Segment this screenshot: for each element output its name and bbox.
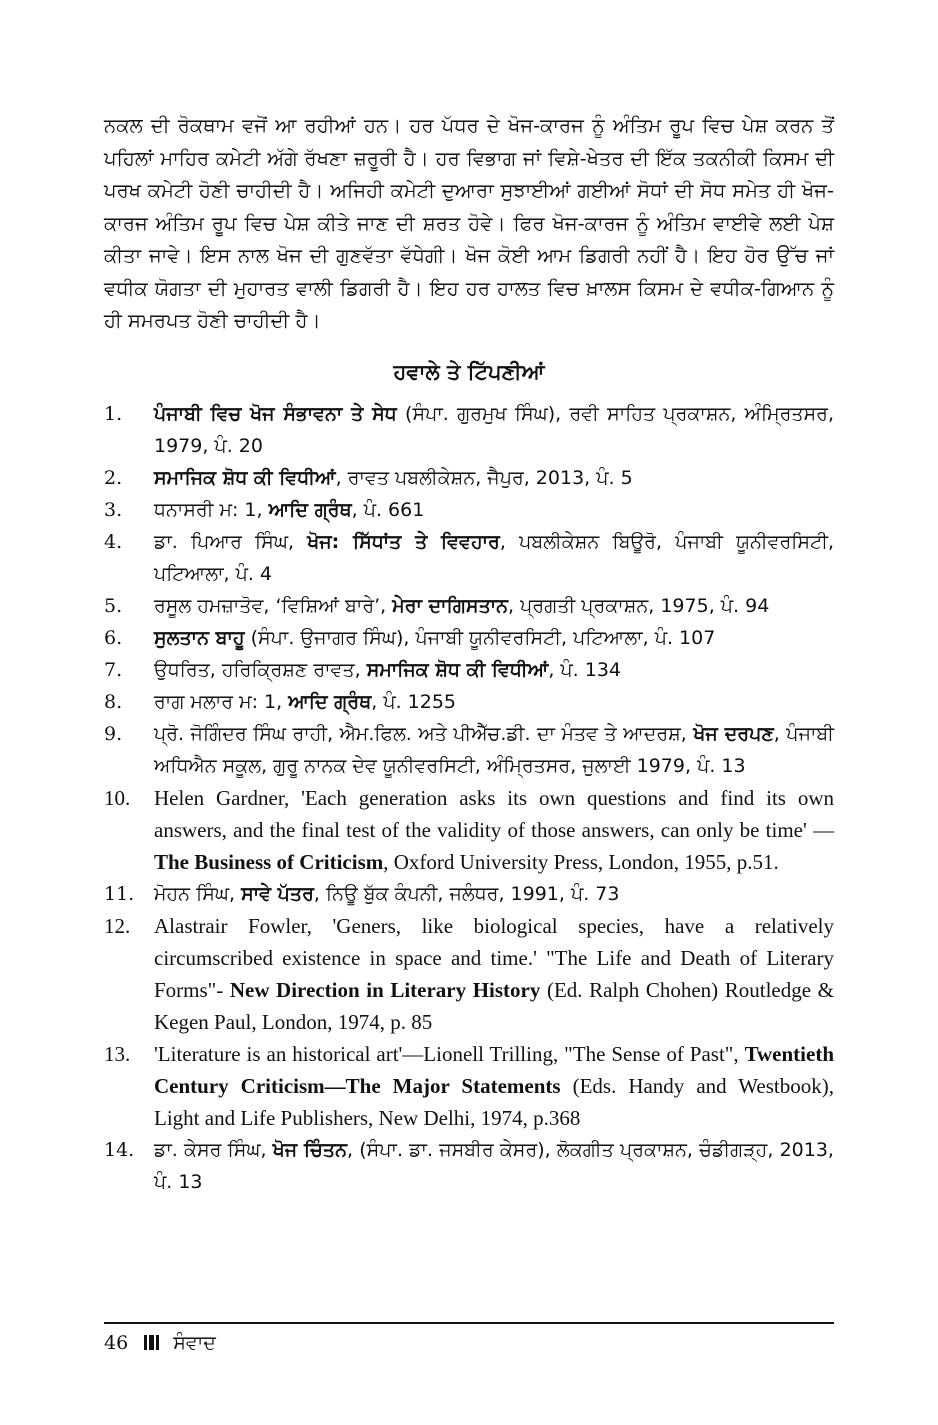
note-item [104, 590, 834, 622]
note-item [104, 398, 834, 462]
note-segment: ਡਾ. ਪਿਆਰ ਸਿੰਘ, [154, 530, 308, 553]
bars-logo-icon [144, 1329, 161, 1359]
note-segment: , ਪੰ. 134 [548, 658, 622, 681]
note-number: 6. [104, 626, 123, 649]
note-item [104, 878, 834, 910]
note-title: ਸਮਾਜਿਕ ਸ਼ੋਧ ਕੀ ਵਿਧੀਆਂ [366, 658, 549, 681]
note-segment: Helen Gardner, 'Each generation asks its own questions and find its own answers, and the final test of the validity of those answers, can only be time' — [154, 785, 834, 842]
note-item [104, 494, 834, 526]
note-number: 10. [104, 785, 131, 810]
note-segment: , Oxford University Press, London, 1955, p.51. [383, 849, 779, 874]
note-title: ਪੰਜਾਬੀ ਵਿਚ ਖੋਜ ਸੰਭਾਵਨਾ ਤੇ ਸੇਧ [154, 402, 397, 425]
section-heading: ਹਵਾਲੇ ਤੇ ਟਿੱਪਣੀਆਂ [393, 359, 545, 384]
note-number: 2. [104, 466, 123, 489]
page-content [104, 110, 834, 1198]
note-text [154, 1038, 834, 1134]
note-text [154, 718, 834, 782]
note-item [104, 622, 834, 654]
note-number: 5. [104, 594, 123, 617]
note-number: 7. [104, 658, 123, 681]
note-segment: , ਪੰਜਾਬੀ ਅਧਿਐਨ ਸਕੂਲ, ਗੁਰੂ ਨਾਨਕ ਦੇਵ ਯੂਨੀਵਰਸਿਟੀ, ਅੰਮ੍ਰਿਤਸਰ, ਜੁਲਾਈ 1979, ਪੰ. 13 [154, 722, 834, 777]
note-item [104, 654, 834, 686]
note-title: Twentieth Century Criticism—The Major Statements [154, 1041, 834, 1098]
note-item [104, 910, 834, 1038]
note-item [104, 1038, 834, 1134]
journal-name: ਸੰਵਾਦ [173, 1332, 216, 1354]
note-number: 8. [104, 690, 123, 713]
note-number: 14. [104, 1138, 135, 1161]
note-title: ਆਦਿ ਗ੍ਰੰਥ [288, 690, 372, 713]
note-item [104, 526, 834, 590]
note-number: 1. [104, 402, 123, 425]
note-segment: , ਨਿਊ ਬੁੱਕ ਕੰਪਨੀ, ਜਲੰਧਰ, 1991, ਪੰ. 73 [313, 882, 620, 905]
note-title: ਸਾਵੇ ਪੱਤਰ [241, 882, 314, 905]
note-title: ਖੋਜ ਦਰਪਣ [693, 722, 774, 745]
note-text [154, 590, 834, 622]
note-title: ਖੋਜ: ਸਿੱਧਾਂਤ ਤੇ ਵਿਵਹਾਰ [307, 530, 500, 553]
note-text [154, 782, 834, 878]
page-footer [104, 1322, 834, 1359]
note-text [154, 462, 834, 494]
note-segment: ਪ੍ਰੋ. ਜੋਗਿੰਦਰ ਸਿੰਘ ਰਾਹੀ, ਐਮ.ਫਿਲ. ਅਤੇ ਪੀਐੱਚ.ਡੀ. ਦਾ ਮੰਤਵ ਤੇ ਆਦਰਸ਼, [154, 722, 694, 745]
note-number: 4. [104, 530, 123, 553]
note-text [154, 494, 834, 526]
note-number: 12. [104, 913, 131, 938]
note-text [154, 622, 834, 654]
note-item [104, 718, 834, 782]
note-number: 3. [104, 498, 123, 521]
note-item [104, 462, 834, 494]
note-segment: , ਪੰ. 661 [351, 498, 425, 521]
note-segment: , ਪੰ. 1255 [371, 690, 457, 713]
note-title: New Direction in Literary History [229, 977, 541, 1002]
note-text [154, 526, 834, 590]
note-segment: ਮੋਹਨ ਸਿੰਘ, [154, 882, 242, 905]
note-number: 13. [104, 1041, 131, 1066]
note-text [154, 878, 834, 910]
note-title: ਮੇਰਾ ਦਾਗਿਸਤਾਨ [392, 594, 509, 617]
note-segment: ਰਾਗ ਮਲਾਰ ਮ: 1, [154, 690, 289, 713]
note-segment: (ਸੰਪਾ. ਉਜਾਗਰ ਸਿੰਘ), ਪੰਜਾਬੀ ਯੂਨੀਵਰਸਿਟੀ, ਪਟਿਆਲਾ, ਪੰ. 107 [244, 626, 716, 649]
note-segment: ਰਸੂਲ ਹਮਜ਼ਾਤੋਵ, ‘ਵਿਸ਼ਿਆਂ ਬਾਰੇ’, [154, 594, 393, 617]
note-segment: ਉਧਰਿਤ, ਹਰਿਕ੍ਰਿਸ਼ਣ ਰਾਵਤ, [154, 658, 367, 681]
note-segment: ਧਨਾਸਰੀ ਮ: 1, [154, 498, 269, 521]
note-item [104, 782, 834, 878]
note-item [104, 1134, 834, 1198]
note-segment: ਡਾ. ਕੇਸਰ ਸਿੰਘ, [154, 1138, 273, 1161]
note-segment: 'Literature is an historical art'—Lionell Trilling, "The Sense of Past", [154, 1041, 745, 1066]
note-number: 9. [104, 722, 123, 745]
note-text [154, 398, 834, 462]
note-segment: Alastrair Fowler, 'Geners, like biological species, have a relatively circumscribed existence in space and time.' "The Life and Death of Literary Forms"- [154, 913, 834, 1002]
note-number: 11. [104, 882, 135, 905]
body-paragraph: ਨਕਲ ਦੀ ਰੋਕਥਾਮ ਵਜੋਂ ਆ ਰਹੀਆਂ ਹਨ। ਹਰ ਪੱਧਰ ਦੇ ਖੋਜ-ਕਾਰਜ ਨੂੰ ਅੰਤਿਮ ਰੂਪ ਵਿਚ ਪੇਸ਼ ਕਰਨ ਤੋਂ ਪਹਿਲਾਂ ਮਾਹਿਰ ਕਮੇਟੀ ਅੱਗੇ ਰੱਖਣਾ ਜ਼ਰੂਰੀ ਹੈ। ਹਰ ਵਿਭਾਗ ਜਾਂ ਵਿਸ਼ੇ-ਖੇਤਰ ਦੀ ਇੱਕ ਤਕਨੀਕੀ ਕਿਸਮ ਦੀ ਪਰਖ ਕਮੇਟੀ ਹੋਣੀ ਚਾਹੀਦੀ ਹੈ। ਅਜਿਹੀ ਕਮੇਟੀ ਦੁਆਰਾ ਸੁਝਾਈਆਂ ਗਈਆਂ ਸੋਧਾਂ ਦੀ ਸੋਧ ਸਮੇਤ ਹੀ ਖੋਜ-ਕਾਰਜ ਅੰਤਿਮ ਰੂਪ ਵਿਚ ਪੇਸ਼ ਕੀਤੇ ਜਾਣ ਦੀ ਸ਼ਰਤ ਹੋਵੇ। ਫਿਰ ਖੋਜ-ਕਾਰਜ ਨੂੰ ਅੰਤਿਮ ਵਾਈਵੇ ਲਈ ਪੇਸ਼ ਕੀਤਾ ਜਾਵੇ। ਇਸ ਨਾਲ ਖੋਜ ਦੀ ਗੁਣਵੱਤਾ ਵੱਧੇਗੀ। ਖੋਜ ਕੋਈ ਆਮ ਡਿਗਰੀ ਨਹੀਂ ਹੈ। ਇਹ ਹੋਰ ਉੱਚ ਜਾਂ ਵਧੀਕ ਯੋਗਤਾ ਦੀ ਮੁਹਾਰਤ ਵਾਲੀ ਡਿਗਰੀ ਹੈ। ਇਹ ਹਰ ਹਾਲਤ ਵਿਚ ਖ਼ਾਲਸ ਕਿਸਮ ਦੇ ਵਧੀਕ-ਗਿਆਨ ਨੂੰ ਹੀ ਸਮਰਪਤ ਹੋਣੀ ਚਾਹੀਦੀ ਹੈ। [104, 114, 834, 332]
note-text [154, 1134, 834, 1198]
note-title: ਖੋਜ ਚਿੰਤਨ [272, 1138, 347, 1161]
note-title: ਸਮਾਜਿਕ ਸ਼ੋਧ ਕੀ ਵਿਧੀਆਂ [154, 466, 336, 489]
note-title: ਆਦਿ ਗ੍ਰੰਥ [268, 498, 352, 521]
notes-list [104, 398, 834, 1198]
note-segment: (Eds. Handy and Westbook), Light and Life Publishers, New Delhi, 1974, p.368 [154, 1073, 834, 1130]
note-text [154, 686, 834, 718]
note-segment: , ਰਾਵਤ ਪਬਲੀਕੇਸ਼ਨ, ਜੈਪੁਰ, 2013, ਪੰ. 5 [335, 466, 633, 489]
note-text [154, 910, 834, 1038]
note-segment: (ਸੰਪਾ. ਗੁਰਮੁਖ ਸਿੰਘ), ਰਵੀ ਸਾਹਿਤ ਪ੍ਰਕਾਸ਼ਨ, ਅੰਮ੍ਰਿਤਸਰ, 1979, ਪੰ. 20 [154, 402, 835, 457]
note-segment: (Ed. Ralph Chohen) Routledge & Kegen Paul, London, 1974, p. 85 [154, 977, 834, 1034]
page-number: 46 [104, 1332, 129, 1354]
note-title: The Business of Criticism [154, 849, 384, 874]
note-segment: , (ਸੰਪਾ. ਡਾ. ਜਸਬੀਰ ਕੇਸਰ), ਲੋਕਗੀਤ ਪ੍ਰਕਾਸ਼ਨ, ਚੰਡੀਗੜ੍ਹ, 2013, ਪੰ. 13 [154, 1138, 834, 1193]
note-title: ਸੁਲਤਾਨ ਬਾਹੂ [154, 626, 245, 649]
note-item [104, 686, 834, 718]
note-text [154, 654, 834, 686]
note-segment: , ਪ੍ਰਗਤੀ ਪ੍ਰਕਾਸ਼ਨ, 1975, ਪੰ. 94 [508, 594, 770, 617]
note-segment: , ਪਬਲੀਕੇਸ਼ਨ ਬਿਊਰੋ, ਪੰਜਾਬੀ ਯੂਨੀਵਰਸਿਟੀ, ਪਟਿਆਲਾ, ਪੰ. 4 [154, 530, 834, 585]
